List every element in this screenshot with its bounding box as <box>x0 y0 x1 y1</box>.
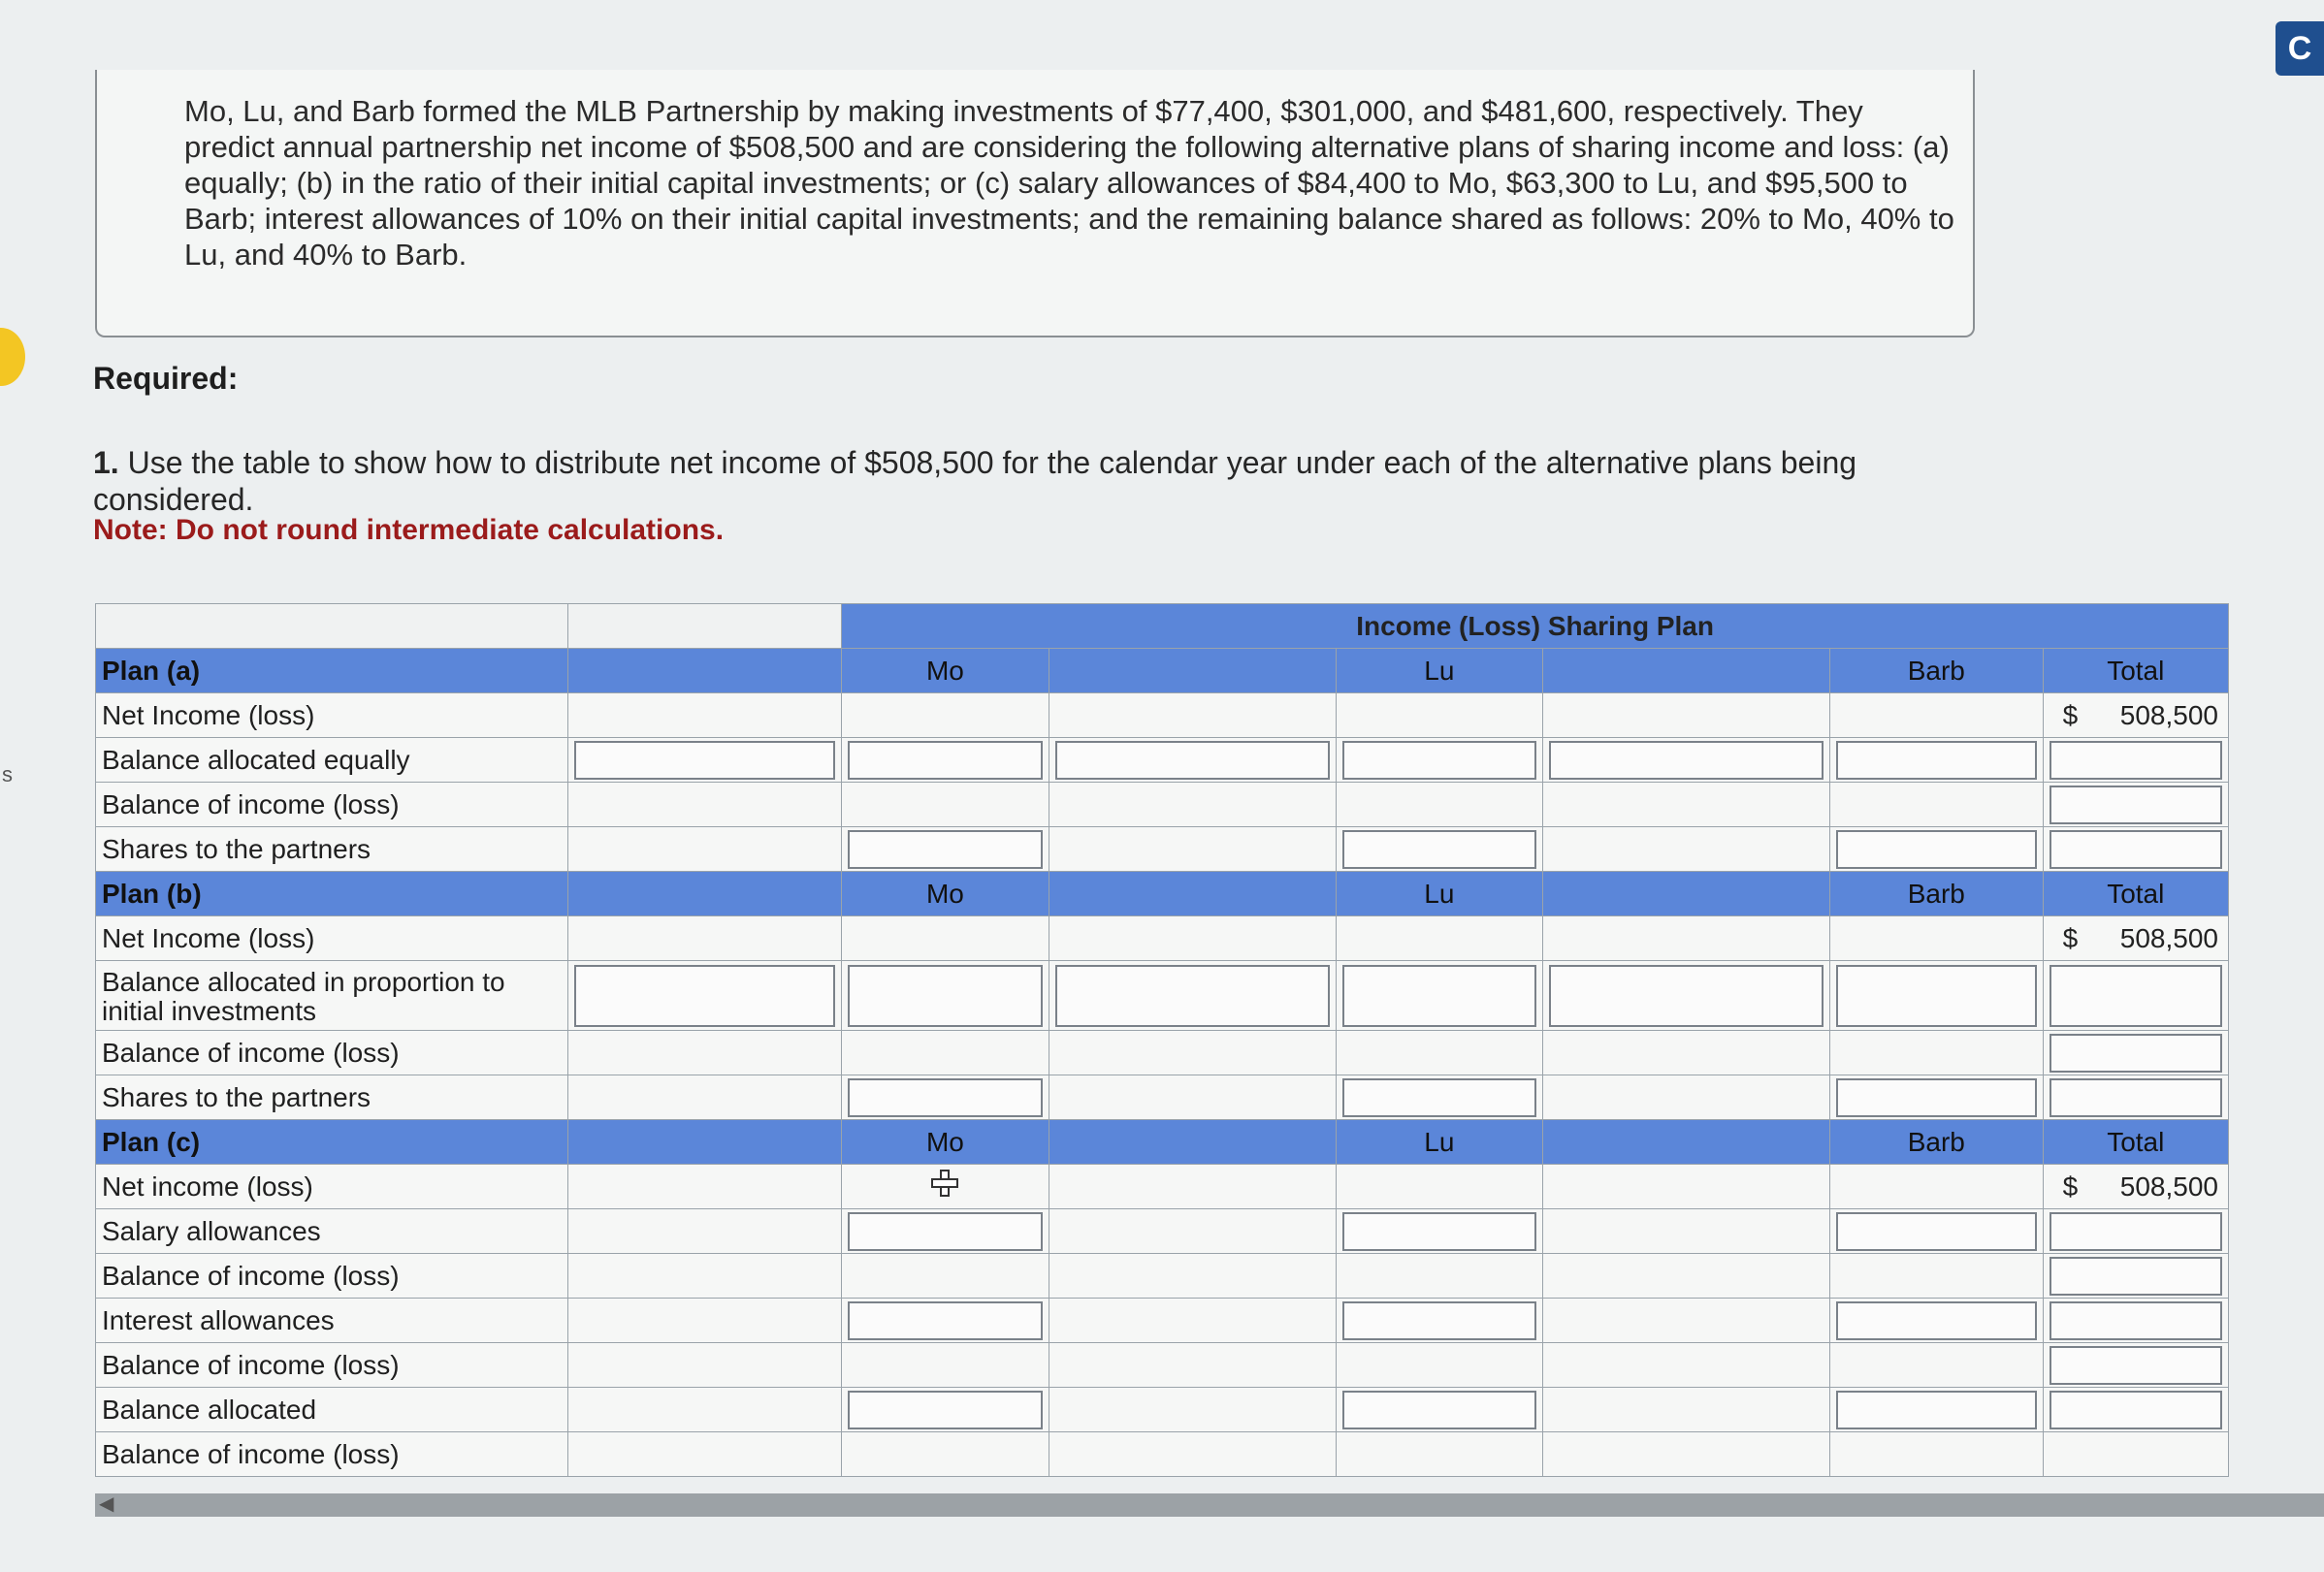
amount-input[interactable] <box>2050 965 2222 1027</box>
input-cell[interactable] <box>1830 1299 2043 1343</box>
input-cell[interactable] <box>2043 1209 2228 1254</box>
amount-input[interactable] <box>2050 1346 2222 1385</box>
plan-a-header: Plan (a) <box>96 649 568 693</box>
row-label: Balance of income (loss) <box>96 1031 568 1075</box>
input-cell[interactable] <box>842 961 1049 1031</box>
cell <box>568 1209 842 1254</box>
input-cell[interactable] <box>2043 1075 2228 1120</box>
cell <box>1830 1031 2043 1075</box>
col-mo: Mo <box>842 872 1049 916</box>
amount-input[interactable] <box>848 1301 1042 1340</box>
row-label: Net income (loss) <box>96 1165 568 1209</box>
table-title: Income (Loss) Sharing Plan <box>842 604 2229 649</box>
total-net-income <box>2043 693 2228 738</box>
amount-input[interactable] <box>1836 741 2036 780</box>
dropdown-input[interactable] <box>1549 965 1824 1027</box>
input-cell[interactable] <box>2043 1388 2228 1432</box>
cell <box>568 1432 842 1477</box>
amount-input[interactable] <box>1836 830 2036 869</box>
cell <box>1049 916 1336 961</box>
cell <box>842 916 1049 961</box>
cell <box>568 1165 842 1209</box>
input-cell[interactable] <box>1830 961 2043 1031</box>
cell <box>1543 1254 1830 1299</box>
total-value: 508,500 <box>2119 1171 2218 1202</box>
amount-input[interactable] <box>2050 1391 2222 1429</box>
amount-input[interactable] <box>2050 1301 2222 1340</box>
input-cell[interactable] <box>2043 738 2228 783</box>
input-cell[interactable] <box>842 1299 1049 1343</box>
cell <box>842 1432 1049 1477</box>
input-cell[interactable] <box>842 738 1049 783</box>
cell <box>1543 1165 1830 1209</box>
cell <box>1049 1209 1336 1254</box>
row-label: Net Income (loss) <box>96 693 568 738</box>
cell <box>568 916 842 961</box>
amount-input[interactable] <box>2050 1212 2222 1251</box>
total-value: 508,500 <box>2119 699 2218 730</box>
header-blank <box>568 1120 842 1165</box>
cell <box>568 1031 842 1075</box>
input-cell[interactable] <box>1336 738 1542 783</box>
cell <box>1543 1209 1830 1254</box>
row-label: Shares to the partners <box>96 827 568 872</box>
cell <box>842 1254 1049 1299</box>
cell <box>842 1031 1049 1075</box>
input-cell[interactable] <box>2043 783 2228 827</box>
header-blank <box>1049 1120 1336 1165</box>
input-cell[interactable] <box>2043 1254 2228 1299</box>
cell <box>1543 1075 1830 1120</box>
cell <box>1049 783 1336 827</box>
cell <box>568 827 842 872</box>
corner-button[interactable]: C <box>2276 21 2324 76</box>
header-blank <box>1049 649 1336 693</box>
cell <box>568 1254 842 1299</box>
amount-input[interactable] <box>1342 1212 1536 1251</box>
dollar-sign: $ <box>2062 1171 2079 1202</box>
amount-input[interactable] <box>2050 830 2222 869</box>
amount-input[interactable] <box>1342 1078 1536 1117</box>
input-cell[interactable] <box>1830 1075 2043 1120</box>
cell <box>1336 1432 1542 1477</box>
amount-input[interactable] <box>848 1078 1042 1117</box>
scroll-left-arrow-icon[interactable]: ◀ <box>99 1493 114 1515</box>
input-cell[interactable] <box>842 1209 1049 1254</box>
col-total: Total <box>2043 872 2228 916</box>
amount-input[interactable] <box>1836 1301 2036 1340</box>
cell <box>1336 1031 1542 1075</box>
cell <box>1049 1299 1336 1343</box>
cell <box>1049 1031 1336 1075</box>
cell <box>1830 693 2043 738</box>
cell <box>1830 1432 2043 1477</box>
row-label: Salary allowances <box>96 1209 568 1254</box>
cell <box>1543 1299 1830 1343</box>
input-cell[interactable] <box>1336 961 1542 1031</box>
input-cell[interactable] <box>2043 827 2228 872</box>
row-label: Balance of income (loss) <box>96 1432 568 1477</box>
amount-input[interactable] <box>1342 1301 1536 1340</box>
cell <box>568 1388 842 1432</box>
input-cell[interactable] <box>1336 1209 1542 1254</box>
amount-input[interactable] <box>2050 1034 2222 1073</box>
header-blank <box>568 872 842 916</box>
cell <box>1543 1432 1830 1477</box>
move-cursor-icon <box>931 1170 958 1197</box>
cell <box>1336 1343 1542 1388</box>
header-blank <box>1543 1120 1830 1165</box>
plan-c-header: Plan (c) <box>96 1120 568 1165</box>
plan-b-header: Plan (b) <box>96 872 568 916</box>
row-label: Interest allowances <box>96 1299 568 1343</box>
cell <box>1336 1165 1542 1209</box>
cell <box>1543 916 1830 961</box>
total-net-income <box>2043 916 2228 961</box>
dropdown-input[interactable] <box>574 741 835 780</box>
input-cell[interactable] <box>568 738 842 783</box>
cell <box>1049 1254 1336 1299</box>
cell <box>1336 693 1542 738</box>
cell <box>568 1343 842 1388</box>
dropdown-input[interactable] <box>1055 965 1330 1027</box>
problem-text: Mo, Lu, and Barb formed the MLB Partnership by making investments of $77,400, $301,000, and $481,600, respectively. They predict annual partnership net income of $508,500 and are considering the following alternative plans of sharing income and loss: (a) equally; (b) in the ratio of their initial capital investments; or (c) salary allowances of $84,400 to Mo, $63,300 to Lu, and $95,500 to Barb; interest allowances of 10% on their initial capital investments; and the remaining balance shared as follows: 20% to Mo, 40% to Lu, and 40% to Barb. <box>184 94 1954 272</box>
col-mo: Mo <box>842 1120 1049 1165</box>
cell <box>1543 1031 1830 1075</box>
row-label: Shares to the partners <box>96 1075 568 1120</box>
amount-input[interactable] <box>2050 1257 2222 1296</box>
dollar-sign: $ <box>2062 922 2079 953</box>
col-mo: Mo <box>842 649 1049 693</box>
dropdown-input[interactable] <box>1549 741 1824 780</box>
input-cell[interactable] <box>842 1388 1049 1432</box>
col-total: Total <box>2043 649 2228 693</box>
amount-input[interactable] <box>848 1391 1042 1429</box>
cell <box>1543 827 1830 872</box>
amount-input[interactable] <box>2050 1078 2222 1117</box>
input-cell[interactable] <box>1336 1075 1542 1120</box>
cell <box>568 783 842 827</box>
col-barb: Barb <box>1830 872 2043 916</box>
col-barb: Barb <box>1830 649 2043 693</box>
input-cell[interactable] <box>1830 1388 2043 1432</box>
cell <box>1336 916 1542 961</box>
input-cell[interactable] <box>1336 1388 1542 1432</box>
input-cell[interactable] <box>1830 738 2043 783</box>
total-net-income <box>2043 1165 2228 1209</box>
header-blank <box>1543 649 1830 693</box>
input-cell[interactable] <box>1830 827 2043 872</box>
cell <box>568 1299 842 1343</box>
amount-input[interactable] <box>1342 1391 1536 1429</box>
problem-box <box>95 70 1975 337</box>
amount-input[interactable] <box>1342 965 1536 1027</box>
cell <box>1830 1343 2043 1388</box>
cell <box>1049 1388 1336 1432</box>
input-cell[interactable] <box>2043 1031 2228 1075</box>
amount-input[interactable] <box>1836 1078 2036 1117</box>
col-lu: Lu <box>1336 872 1542 916</box>
row-label: Balance of income (loss) <box>96 1343 568 1388</box>
row-label: Balance allocated in proportion to initial investments <box>96 961 568 1031</box>
dropdown-input[interactable] <box>1055 741 1330 780</box>
cell <box>1543 693 1830 738</box>
income-sharing-table <box>95 603 2229 1505</box>
cell <box>1049 1432 1336 1477</box>
row-label: Net Income (loss) <box>96 916 568 961</box>
amount-input[interactable] <box>848 965 1042 1027</box>
cell <box>842 693 1049 738</box>
cell <box>1543 783 1830 827</box>
cell <box>1049 827 1336 872</box>
col-lu: Lu <box>1336 649 1542 693</box>
note: Note: Do not round intermediate calculations. <box>93 514 725 546</box>
header-blank <box>568 649 842 693</box>
col-barb: Barb <box>1830 1120 2043 1165</box>
side-letter: s <box>2 762 13 786</box>
cell <box>1336 1254 1542 1299</box>
cell <box>568 1075 842 1120</box>
input-cell[interactable] <box>1543 961 1830 1031</box>
amount-input[interactable] <box>1836 1212 2036 1251</box>
dollar-sign: $ <box>2062 699 2079 730</box>
total-value: 508,500 <box>2119 922 2218 953</box>
input-cell[interactable] <box>568 961 842 1031</box>
row-label: Balance of income (loss) <box>96 1254 568 1299</box>
cell <box>842 1343 1049 1388</box>
cell <box>1049 1075 1336 1120</box>
input-cell[interactable] <box>842 827 1049 872</box>
header-blank <box>1049 872 1336 916</box>
instruction-text: Use the table to show how to distribute net income of $508,500 for the calendar year under each of the alternative plans being considered. <box>93 445 1857 517</box>
cell <box>1049 693 1336 738</box>
amount-input[interactable] <box>1836 1391 2036 1429</box>
amount-input[interactable] <box>848 1212 1042 1251</box>
cell <box>1049 1165 1336 1209</box>
amount-input[interactable] <box>1342 741 1536 780</box>
dropdown-input[interactable] <box>574 965 835 1027</box>
input-cell[interactable] <box>842 1075 1049 1120</box>
header-blank <box>1543 872 1830 916</box>
row-label: Balance allocated <box>96 1388 568 1432</box>
cell <box>2043 1432 2228 1477</box>
amount-input[interactable] <box>1342 830 1536 869</box>
instruction-number: 1. <box>93 445 119 480</box>
input-cell[interactable] <box>1336 1299 1542 1343</box>
cell <box>1336 783 1542 827</box>
cell <box>568 693 842 738</box>
input-cell[interactable] <box>1049 961 1336 1031</box>
cell <box>1830 1254 2043 1299</box>
amount-input[interactable] <box>848 830 1042 869</box>
cell <box>842 1165 1049 1209</box>
cell <box>1049 1343 1336 1388</box>
horizontal-scrollbar[interactable] <box>95 1493 2324 1517</box>
input-cell[interactable] <box>1830 1209 2043 1254</box>
cell <box>1543 1343 1830 1388</box>
amount-input[interactable] <box>2050 741 2222 780</box>
input-cell[interactable] <box>1049 738 1336 783</box>
input-cell[interactable] <box>2043 1343 2228 1388</box>
input-cell[interactable] <box>2043 1299 2228 1343</box>
cell <box>1830 783 2043 827</box>
amount-input[interactable] <box>2050 786 2222 824</box>
row-label: Balance of income (loss) <box>96 783 568 827</box>
input-cell[interactable] <box>1543 738 1830 783</box>
amount-input[interactable] <box>848 741 1042 780</box>
cell <box>842 783 1049 827</box>
input-cell[interactable] <box>1336 827 1542 872</box>
row-label: Balance allocated equally <box>96 738 568 783</box>
cell <box>1543 1388 1830 1432</box>
title-blank <box>568 604 842 649</box>
input-cell[interactable] <box>2043 961 2228 1031</box>
col-total: Total <box>2043 1120 2228 1165</box>
cell <box>1830 916 2043 961</box>
yellow-indicator <box>0 328 25 386</box>
amount-input[interactable] <box>1836 965 2036 1027</box>
col-lu: Lu <box>1336 1120 1542 1165</box>
title-blank <box>96 604 568 649</box>
required-label: Required: <box>93 361 239 396</box>
instruction <box>93 444 1936 518</box>
cell <box>1830 1165 2043 1209</box>
